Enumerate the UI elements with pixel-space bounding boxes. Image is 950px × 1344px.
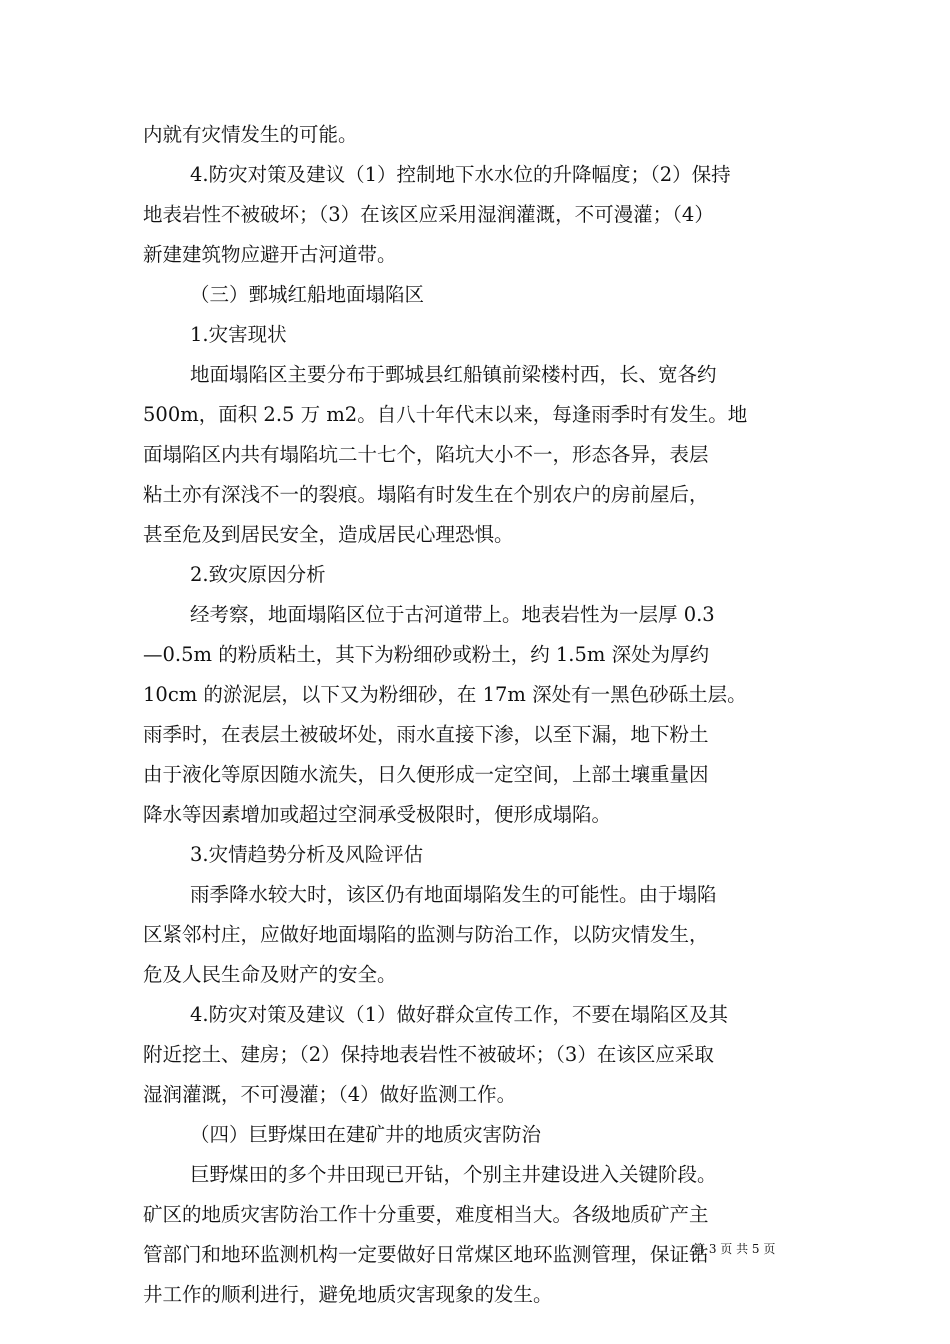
- section-heading: （三）鄄城红船地面塌陷区: [190, 283, 425, 306]
- paragraph-line: 4.防灾对策及建议（1）控制地下水水位的升降幅度；（2）保持: [190, 163, 731, 186]
- paragraph-line: 管部门和地环监测机构一定要做好日常煤区地环监测管理，保证钻: [143, 1243, 709, 1266]
- paragraph-line: 500m，面积 2.5 万 m2。自八十年代末以来，每逢雨季时有发生。地: [143, 403, 748, 426]
- paragraph-line: 危及人民生命及财产的安全。: [143, 963, 397, 986]
- paragraph-line: 巨野煤田的多个井田现已开钻，个别主井建设进入关键阶段。: [190, 1163, 717, 1186]
- paragraph-line: 降水等因素增加或超过空洞承受极限时，便形成塌陷。: [143, 803, 612, 826]
- paragraph-line: 内就有灾情发生的可能。: [143, 123, 358, 146]
- paragraph-line: —0.5m 的粉质粘土，其下为粉细砂或粉土，约 1.5m 深处为厚约: [143, 643, 710, 666]
- paragraph-line: 10cm 的淤泥层，以下又为粉细砂，在 17m 深处有一黑色砂砾土层。: [143, 683, 747, 706]
- paragraph-line: 甚至危及到居民安全，造成居民心理恐惧。: [143, 523, 514, 546]
- paragraph-line: 粘土亦有深浅不一的裂痕。塌陷有时发生在个别农户的房前屋后，: [143, 483, 709, 506]
- paragraph-line: 湿润灌溉，不可漫灌；（4）做好监测工作。: [143, 1083, 517, 1106]
- paragraph-line: 地表岩性不被破坏；（3）在该区应采用湿润灌溉，不可漫灌；（4）: [143, 203, 714, 226]
- paragraph-line: 面塌陷区内共有塌陷坑二十七个，陷坑大小不一，形态各异，表层: [143, 443, 709, 466]
- subsection-heading: 2.致灾原因分析: [190, 563, 326, 586]
- paragraph-line: 井工作的顺利进行，避免地质灾害现象的发生。: [143, 1283, 553, 1306]
- paragraph-line: 矿区的地质灾害防治工作十分重要，难度相当大。各级地质矿产主: [143, 1203, 709, 1226]
- subsection-heading: 1.灾害现状: [190, 323, 287, 346]
- paragraph-line: 新建建筑物应避开古河道带。: [143, 243, 397, 266]
- section-heading: （四）巨野煤田在建矿井的地质灾害防治: [190, 1123, 542, 1146]
- paragraph-line: 经考察，地面塌陷区位于古河道带上。地表岩性为一层厚 0.3: [190, 603, 715, 626]
- paragraph-line: 雨季时，在表层土被破坏处，雨水直接下渗，以至下漏，地下粉土: [143, 723, 709, 746]
- paragraph-line: 雨季降水较大时，该区仍有地面塌陷发生的可能性。由于塌陷: [190, 883, 717, 906]
- page-number: 第 3 页 共 5 页: [693, 1242, 776, 1256]
- subsection-heading: 3.灾情趋势分析及风险评估: [190, 843, 424, 866]
- paragraph-line: 由于液化等原因随水流失，日久便形成一定空间，上部土壤重量因: [143, 763, 709, 786]
- paragraph-line: 4.防灾对策及建议（1）做好群众宣传工作，不要在塌陷区及其: [190, 1003, 729, 1026]
- paragraph-line: 区紧邻村庄，应做好地面塌陷的监测与防治工作，以防灾情发生，: [143, 923, 709, 946]
- paragraph-line: 附近挖土、建房；（2）保持地表岩性不被破坏；（3）在该区应采取: [143, 1043, 714, 1066]
- paragraph-line: 地面塌陷区主要分布于鄄城县红船镇前梁楼村西，长、宽各约: [190, 363, 717, 386]
